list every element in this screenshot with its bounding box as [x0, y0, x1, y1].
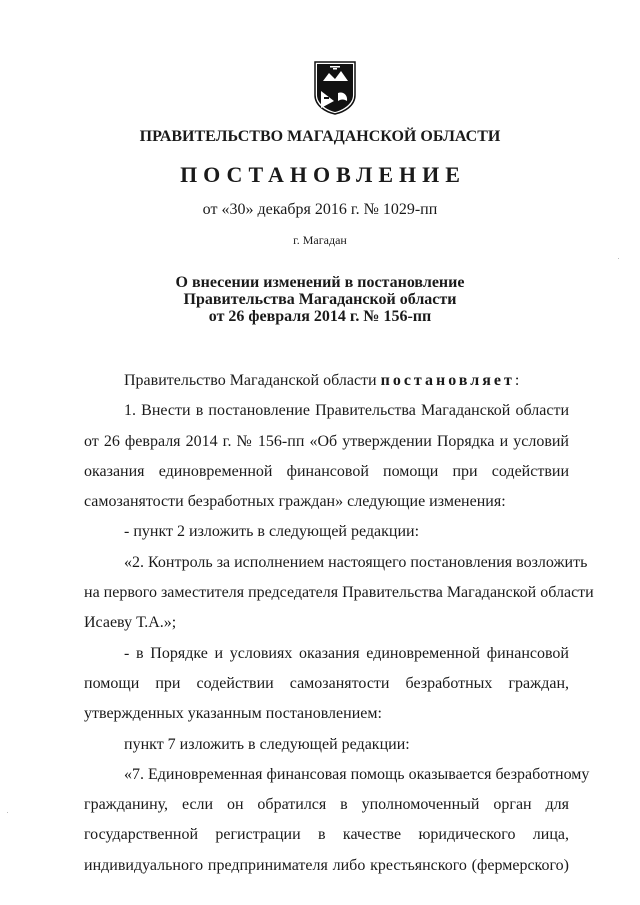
intro-colon: : [514, 372, 520, 389]
subject-line: Правительства Магаданской области [183, 291, 457, 308]
paragraph-line: «2. Контроль за исполнением настоящего постановления возложить [124, 553, 588, 571]
paragraph-line: Исаеву Т.А.»; [84, 614, 177, 632]
paragraph-line: гражданину, если он обратился в уполномоченный орган для [84, 796, 569, 814]
paragraph-line: на первого заместителя председателя Правительства Магаданской области [84, 584, 594, 602]
paragraph-line: - в Порядке и условиях оказания единовременной финансовой [124, 644, 569, 662]
coat-of-arms-icon [314, 61, 356, 115]
paragraph-line: оказания единовременной финансовой помощи при содействии [84, 462, 569, 480]
subject-line: О внесении изменений в постановление [175, 274, 465, 291]
paragraph-line: индивидуального предпринимателя либо крестьянского (фермерского) [84, 856, 569, 874]
intro-paragraph [84, 366, 569, 396]
paragraph-line: от 26 февраля 2014 г. № 156-пп «Об утверждении Порядка и условий [84, 432, 569, 450]
document-city: г. Магадан [293, 233, 347, 247]
paragraph-line: пункт 7 изложить в следующей редакции: [124, 735, 410, 753]
paragraph-line: самозанятости безработных граждан» следующие изменения: [84, 493, 506, 511]
paragraph-line: государственной регистрации в качестве юридического лица, [84, 826, 569, 844]
intro-text: Правительство Магаданской области [124, 372, 381, 389]
document-type: ПОСТАНОВЛЕНИЕ [180, 162, 466, 187]
paragraph-line: утвержденных указанным постановлением: [84, 705, 382, 723]
paragraph-line: помощи при содействии самозанятости безработных граждан, [84, 674, 569, 692]
paragraph-line: 1. Внести в постановление Правительства Магаданской области [124, 402, 569, 420]
paragraph-line: «7. Единовременная финансовая помощь оказывается безработному [124, 765, 590, 783]
document-body [84, 366, 594, 881]
document-subject [0, 274, 640, 325]
paragraph-line: - пункт 2 изложить в следующей редакции: [124, 523, 420, 541]
subject-line: от 26 февраля 2014 г. № 156-пп [208, 308, 432, 325]
intro-keyword: постановляет [380, 372, 515, 389]
scan-artifact [618, 258, 619, 259]
document-date-number: от «30» декабря 2016 г. № 1029-пп [202, 201, 438, 218]
scan-artifact [7, 812, 8, 813]
government-title: ПРАВИТЕЛЬСТВО МАГАДАНСКОЙ ОБЛАСТИ [139, 128, 501, 145]
